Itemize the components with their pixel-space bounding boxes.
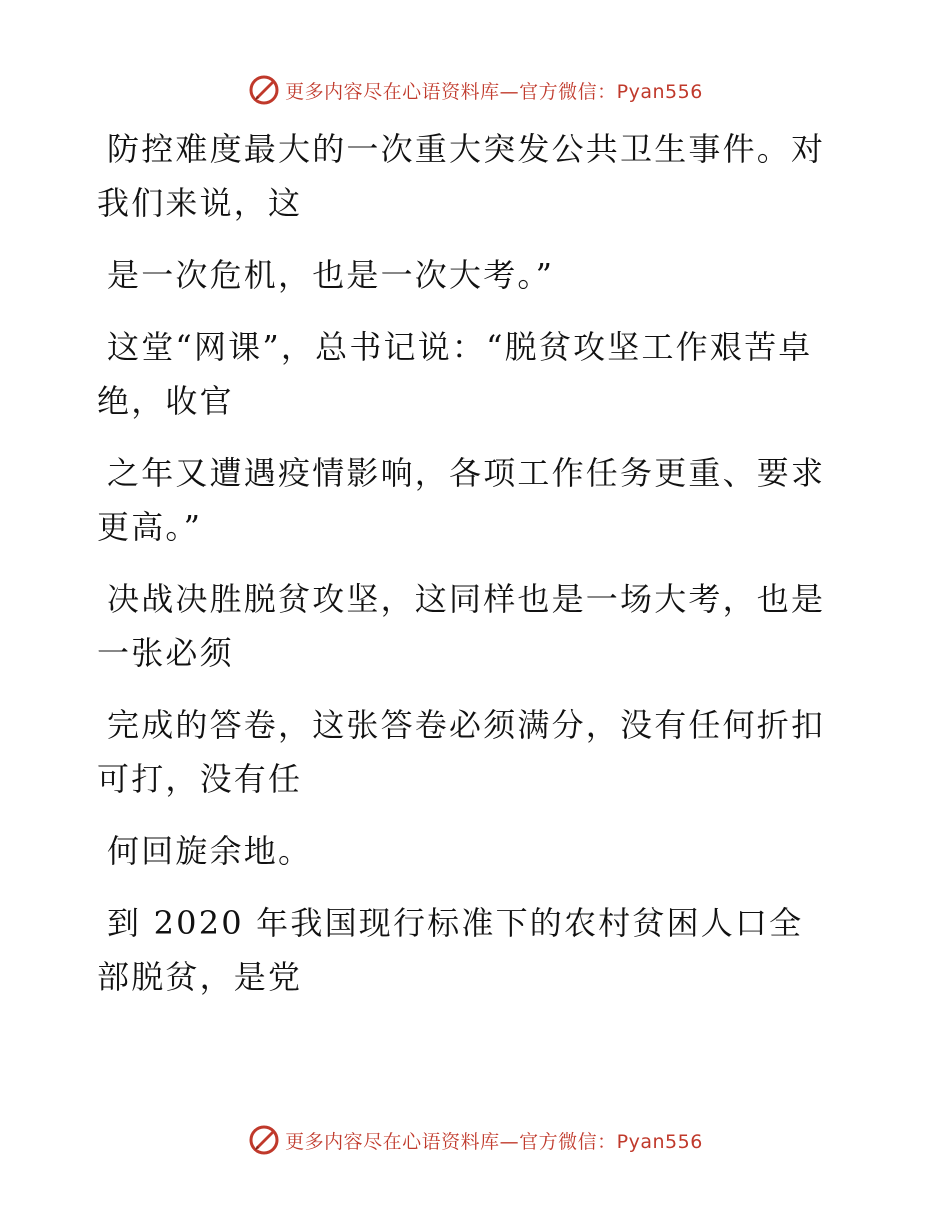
paragraph: 何回旋余地。	[107, 832, 313, 870]
paragraph: 这堂“网课”，总书记说：“脱贫攻坚工作艰苦卓绝，收官	[97, 328, 813, 420]
paragraph: 之年又遭遇疫情影响，各项工作任务更重、要求更高。”	[97, 454, 826, 546]
footer-banner-text: 更多内容尽在心语资料库—官方微信：Pyan556	[285, 1130, 703, 1153]
quill-pen-logo-icon	[247, 1123, 281, 1157]
quill-pen-logo-icon	[247, 73, 281, 107]
paragraph: 完成的答卷，这张答卷必须满分，没有任何折扣可打，没有任	[97, 706, 826, 798]
document-body	[97, 122, 837, 1004]
paragraph: 防控难度最大的一次重大突发公共卫生事件。对我们来说，这	[97, 130, 826, 222]
paragraph: 到 2020 年我国现行标准下的农村贫困人口全部脱贫，是党	[97, 904, 804, 996]
paragraph: 是一次危机，也是一次大考。”	[107, 256, 555, 294]
paragraph: 决战决胜脱贫攻坚，这同样也是一场大考，也是一张必须	[97, 580, 826, 672]
header-banner	[0, 70, 950, 110]
footer-banner	[0, 1120, 950, 1160]
header-banner-text: 更多内容尽在心语资料库—官方微信：Pyan556	[285, 80, 703, 103]
